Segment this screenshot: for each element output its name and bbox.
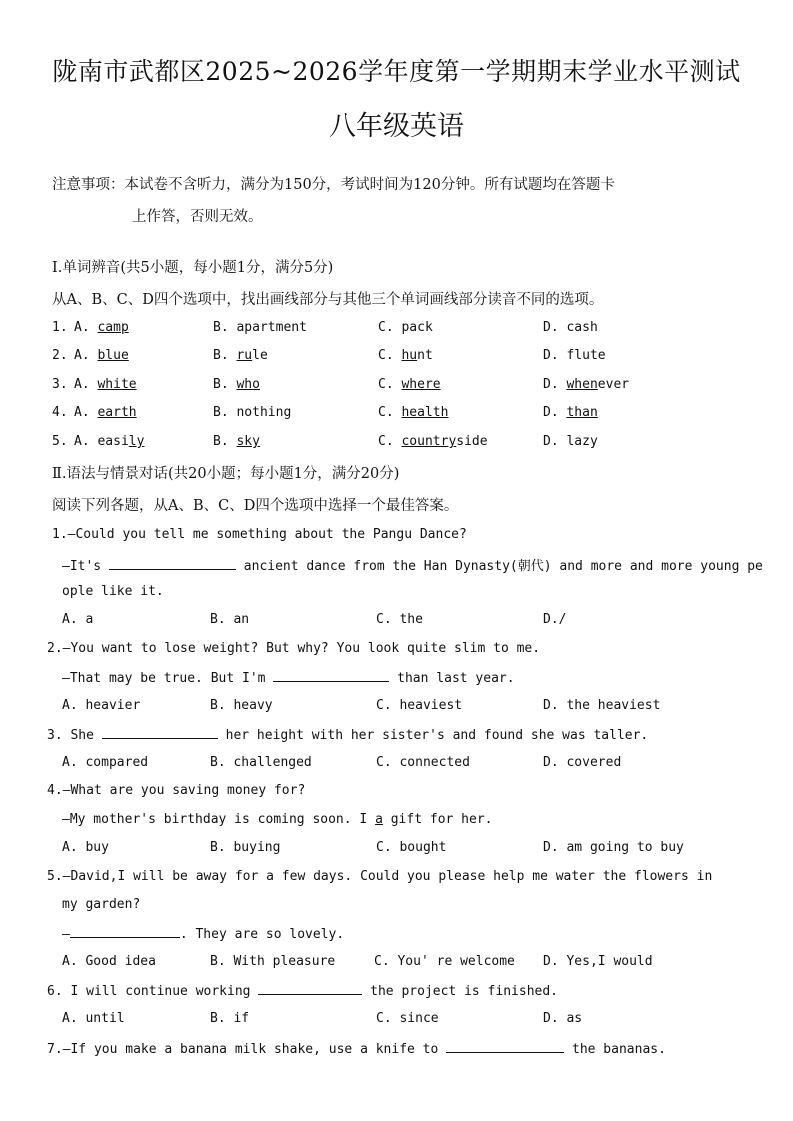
q3-option-c: C. connected bbox=[376, 755, 470, 770]
item-number: 5. bbox=[52, 434, 68, 449]
option-label: B. nothing bbox=[213, 405, 292, 420]
q6-option-c: C. since bbox=[376, 1011, 439, 1026]
q6-option-d: D. as bbox=[543, 1011, 583, 1026]
q2-line2-end: than last year. bbox=[389, 671, 515, 686]
q5-option-c: C. You' re welcome bbox=[374, 954, 515, 969]
option-b bbox=[213, 405, 291, 420]
underlined-part: health bbox=[401, 405, 449, 420]
option-label: A. bbox=[74, 405, 98, 420]
q3-option-d: D. covered bbox=[543, 755, 622, 770]
underlined-part: where bbox=[401, 377, 441, 392]
q2-option-d: D. the heaviest bbox=[543, 698, 661, 713]
q3-option-b: B. challenged bbox=[210, 755, 312, 770]
q5-line3 bbox=[62, 925, 344, 942]
underlined-part: than bbox=[566, 405, 598, 420]
exam-title: 陇南市武都区2025~2026学年度第一学期期末学业水平测试 bbox=[52, 57, 741, 86]
option-d bbox=[543, 348, 606, 363]
q4-option-d: D. am going to buy bbox=[543, 840, 684, 855]
section1-heading: I.单词辨音(共5小题，每小题1分，满分5分) bbox=[52, 260, 334, 276]
option-b bbox=[213, 348, 268, 363]
option-b bbox=[213, 377, 260, 392]
answer-blank bbox=[273, 669, 389, 682]
option-rest: le bbox=[252, 348, 268, 363]
option-label: D. bbox=[543, 377, 567, 392]
q3-stem-start: 3. She bbox=[47, 728, 102, 743]
section2-instruction: 阅读下列各题，从A、B、C、D四个选项中选择一个最佳答案。 bbox=[52, 498, 459, 514]
underlined-part: white bbox=[97, 377, 137, 392]
option-rest: side bbox=[456, 434, 488, 449]
q6-stem bbox=[47, 982, 558, 999]
q4-option-a: A. buy bbox=[62, 840, 109, 855]
section1-instruction: 从A、B、C、D四个选项中，找出画线部分与其他三个单词画线部分读音不同的选项。 bbox=[52, 292, 604, 308]
q3-option-a: A. compared bbox=[62, 755, 149, 770]
underlined-part: blue bbox=[97, 348, 129, 363]
q2-option-a: A. heavier bbox=[62, 698, 141, 713]
option-a bbox=[74, 320, 129, 335]
q4-line2-start: —My mother's birthday is coming soon. I bbox=[62, 812, 376, 827]
underlined-part: when bbox=[566, 377, 598, 392]
q4-option-c: C. bought bbox=[376, 840, 447, 855]
option-label: D. lazy bbox=[543, 434, 598, 449]
q1-option-a: A. a bbox=[62, 612, 94, 627]
q7-stem-start: 7.—If you make a banana milk shake, use a knife to bbox=[47, 1042, 447, 1057]
option-label: C. bbox=[378, 377, 402, 392]
q1-stem: 1.—Could you tell me something about the Pangu Dance? bbox=[52, 527, 467, 542]
item-number: 4. bbox=[52, 405, 68, 420]
q5-option-d: D. Yes,I would bbox=[543, 954, 653, 969]
option-label: B. bbox=[213, 377, 237, 392]
underlined-part: ru bbox=[236, 348, 253, 363]
q4-underlined-blank: a bbox=[375, 812, 383, 827]
q6-stem-end: the project is finished. bbox=[362, 984, 558, 999]
option-label: A. bbox=[74, 320, 98, 335]
q1-option-d: D./ bbox=[543, 612, 567, 627]
item-number: 3. bbox=[52, 377, 68, 392]
q5-line3-end: . They are so lovely. bbox=[179, 927, 345, 942]
option-label: C. pack bbox=[378, 320, 433, 335]
answer-blank bbox=[258, 982, 362, 995]
q7-stem-end: the bananas. bbox=[564, 1042, 666, 1057]
option-d bbox=[543, 320, 598, 335]
option-c bbox=[378, 348, 433, 363]
option-d bbox=[543, 377, 629, 392]
q1-line2 bbox=[62, 555, 763, 574]
underlined-part: ly bbox=[128, 434, 145, 449]
q1-line2-start: —It's bbox=[62, 559, 109, 574]
underlined-part: who bbox=[236, 377, 260, 392]
option-c bbox=[378, 320, 433, 335]
q1-line2-end: ancient dance from the Han Dynasty(朝代) and more and more young pe bbox=[235, 559, 763, 574]
section2-heading: Ⅱ.语法与情景对话(共20小题；每小题1分，满分20分) bbox=[52, 466, 400, 482]
q2-option-b: B. heavy bbox=[210, 698, 273, 713]
q5-line2: my garden? bbox=[62, 897, 141, 912]
answer-blank bbox=[102, 726, 218, 739]
notice-line-1: 注意事项：本试卷不含听力，满分为150分，考试时间为120分钟。所有试题均在答题卡 bbox=[52, 177, 615, 193]
q6-option-b: B. if bbox=[210, 1011, 250, 1026]
underlined-part: sky bbox=[236, 434, 260, 449]
item-number: 2. bbox=[52, 348, 68, 363]
option-label: C. bbox=[378, 405, 402, 420]
q1-option-c: C. the bbox=[376, 612, 423, 627]
q4-stem: 4.—What are you saving money for? bbox=[47, 783, 306, 798]
option-a bbox=[74, 405, 137, 420]
answer-blank bbox=[70, 925, 180, 938]
option-label: B. apartment bbox=[213, 320, 307, 335]
option-label: A. bbox=[74, 348, 98, 363]
underlined-part: camp bbox=[97, 320, 129, 335]
option-d bbox=[543, 434, 598, 449]
option-rest: nt bbox=[417, 348, 433, 363]
option-c bbox=[378, 434, 488, 449]
option-a bbox=[74, 434, 144, 449]
option-label: C. bbox=[378, 348, 402, 363]
option-d bbox=[543, 405, 598, 420]
q1-option-b: B. an bbox=[210, 612, 250, 627]
option-label: D. bbox=[543, 405, 567, 420]
option-label: B. bbox=[213, 348, 237, 363]
underlined-part: country bbox=[401, 434, 457, 449]
q5-option-a: A. Good idea bbox=[62, 954, 156, 969]
option-a bbox=[74, 377, 137, 392]
q5-option-b: B. With pleasure bbox=[210, 954, 336, 969]
answer-blank bbox=[446, 1040, 564, 1053]
q6-option-a: A. until bbox=[62, 1011, 125, 1026]
q2-option-c: C. heaviest bbox=[376, 698, 463, 713]
option-label: B. bbox=[213, 434, 237, 449]
option-label: D. cash bbox=[543, 320, 598, 335]
q5-stem: 5.—David,I will be away for a few days. Could you please help me water the flowers in bbox=[47, 869, 713, 884]
q4-line2-end: gift for her. bbox=[382, 812, 493, 827]
option-c bbox=[378, 377, 441, 392]
q2-line2-start: —That may be true. But I'm bbox=[62, 671, 274, 686]
option-label: D. flute bbox=[543, 348, 606, 363]
q5-line3-start: — bbox=[62, 927, 70, 942]
option-b bbox=[213, 320, 307, 335]
option-rest: ever bbox=[597, 377, 630, 392]
q1-line3: ople like it. bbox=[62, 584, 164, 599]
q4-line2 bbox=[62, 812, 492, 827]
option-b bbox=[213, 434, 260, 449]
q3-stem-end: her height with her sister's and found she was taller. bbox=[217, 728, 649, 743]
underlined-part: hu bbox=[401, 348, 418, 363]
option-label: A. bbox=[74, 377, 98, 392]
q6-stem-start: 6. I will continue working bbox=[47, 984, 259, 999]
underlined-part: earth bbox=[97, 405, 137, 420]
q4-option-b: B. buying bbox=[210, 840, 281, 855]
option-c bbox=[378, 405, 448, 420]
option-a bbox=[74, 348, 129, 363]
notice-line-2: 上作答，否则无效。 bbox=[132, 209, 263, 225]
exam-subtitle: 八年级英语 bbox=[329, 111, 464, 142]
q3-stem bbox=[47, 726, 648, 743]
q2-line2 bbox=[62, 669, 515, 686]
option-label: A. easi bbox=[74, 434, 129, 449]
q2-stem: 2.—You want to lose weight? But why? You look quite slim to me. bbox=[47, 641, 541, 656]
q7-stem bbox=[47, 1040, 666, 1057]
answer-blank bbox=[109, 557, 236, 570]
item-number: 1. bbox=[52, 320, 68, 335]
option-label: C. bbox=[378, 434, 402, 449]
